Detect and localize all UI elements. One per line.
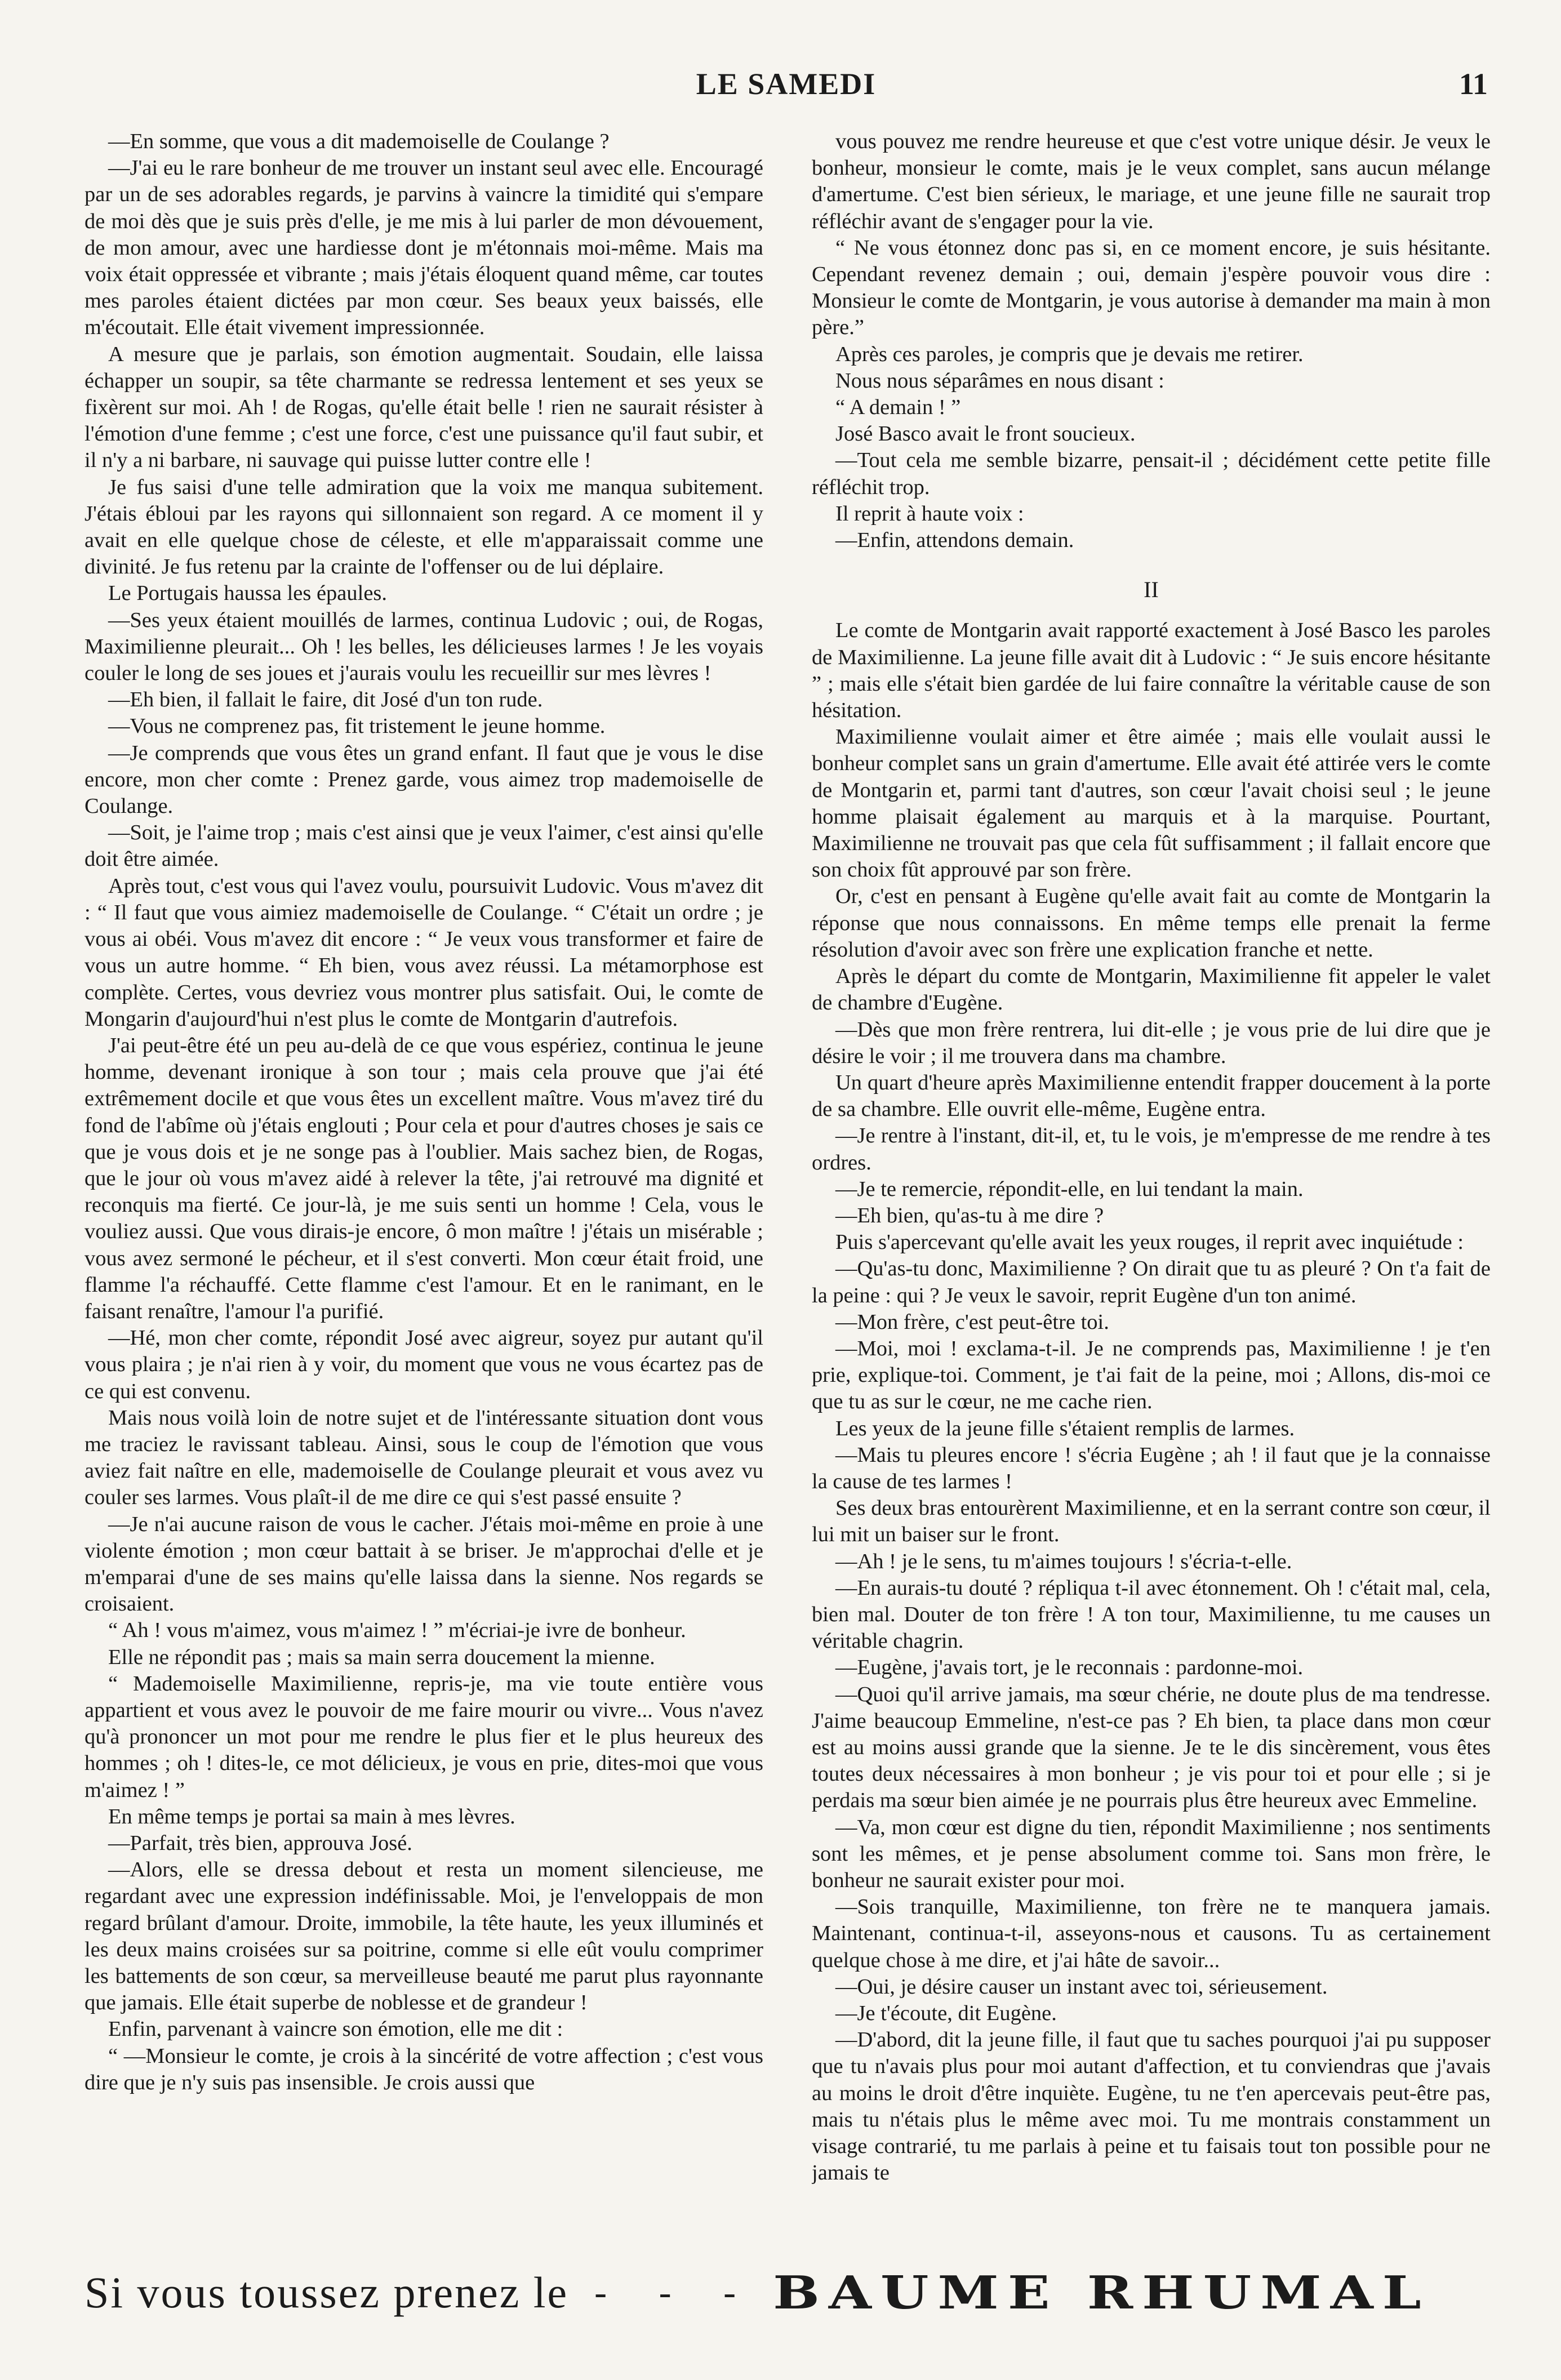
paragraph: vous pouvez me rendre heureuse et que c'est votre unique désir. Je veux le bonheur, monsieur le comte, mais je le veux complet, sans aucun mélange d'amertume. C'est bien sérieux, le mariage, et une jeune fille ne saurait trop réfléchir avant de s'engager pour la vie. [812,130,1491,233]
paragraph: Enfin, parvenant à vaincre son émotion, elle me dit : [108,2017,563,2041]
paragraph: —Mon frère, c'est peut-être toi. [835,1310,1109,1334]
paragraph: Après le départ du comte de Montgarin, Maximilienne fit appeler le valet de chambre d'Eugène. [812,964,1491,1015]
paragraph: —Eh bien, il fallait le faire, dit José d'un ton rude. [108,688,543,712]
paragraph: “ Mademoiselle Maximilienne, repris-je, ma vie toute entière vous appartient et vous avez le pouvoir de me faire mourir ou vivre... Vous n'avez qu'à prononcer un mot pour me rendre le plus fier et le plus heureux des hommes ; oh ! dites-le, ce mot délicieux, je vous en prie, dites-moi que vous m'aimez ! ” [85,1671,763,1802]
paragraph: —Qu'as-tu donc, Maximilienne ? On dirait que tu as pleuré ? On t'a fait de la peine : qui ? Je veux le savoir, reprit Eugène d'un ton animé. [812,1257,1491,1307]
paragraph: Ses deux bras entourèrent Maximilienne, et en la serrant contre son cœur, il lui mit un baiser sur le front. [812,1496,1491,1547]
paragraph: —Vous ne comprenez pas, fit tristement le jeune homme. [108,714,606,739]
article-columns [85,128,1491,2224]
paragraph: Le Portugais haussa les épaules. [108,581,388,606]
paragraph: —En somme, que vous a dit mademoiselle de Coulange ? [108,130,610,153]
paragraph: —Ses yeux étaient mouillés de larmes, continua Ludovic ; oui, de Rogas, Maximilienne pleurait... Oh ! les belles, les délicieuses larmes ! Je les voyais couler le long de ses joues et j'aurais voulu les recueillir sur mes lèvres ! [85,608,763,686]
paragraph: Un quart d'heure après Maximilienne entendit frapper doucement à la porte de sa chambre. Elle ouvrit elle-même, Eugène entra. [812,1070,1491,1122]
paragraph: —Je te remercie, répondit-elle, en lui tendant la main. [835,1177,1304,1201]
paragraph: —Soit, je l'aime trop ; mais c'est ainsi que je veux l'aimer, c'est ainsi qu'elle doit être aimée. [85,821,763,871]
paragraph: —Dès que mon frère rentrera, lui dit-elle ; je vous prie de lui dire que je désire le voir ; il me trouvera dans ma chambre. [812,1017,1491,1068]
paragraph: En même temps je portai sa main à mes lèvres. [108,1804,515,1829]
paragraph: Maximilienne voulait aimer et être aimée ; mais elle voulait aussi le bonheur complet sans un grain d'amertume. Elle avait été attirée vers le comte de Montgarin et, parmi tant d'autres, son cœur l'avait choisi seul ; le jeune homme plaisait également au marquis et à la marquise. Pourtant, Maximilienne ne trouvait pas que cela fût suffisamment ; il fallait encore que son choix fût approuvé par son frère. [812,725,1491,882]
paragraph: Elle ne répondit pas ; mais sa main serra doucement la mienne. [108,1645,655,1669]
paragraph: José Basco avait le front soucieux. [835,422,1136,446]
paragraph: A mesure que je parlais, son émotion augmentait. Soudain, elle laissa échapper un soupir, sa tête charmante se redressa lentement et ses yeux se fixèrent sur moi. Ah ! de Rogas, qu'elle était belle ! rien ne saurait résister à l'émotion d'une femme ; c'est une force, c'est une puissance qu'il faut subir, et il n'y a ni barbare, ni sauvage qui puisse lutter contre elle ! [85,342,763,473]
paragraph: —D'abord, dit la jeune fille, il faut que tu saches pourquoi j'ai pu supposer que tu n'avais plus pour moi autant d'affection, et tu conviendras que j'avais au moins le droit d'être inquiète. Eugène, tu ne t'en apercevais peut-être pas, mais tu n'étais plus le même avec moi. Tu me montrais constamment un visage contrarié, tu me parlais à peine et tu faisais tout ton possible pour ne jamais te [812,2028,1491,2185]
paragraph: “ Ne vous étonnez donc pas si, en ce moment encore, je suis hésitante. Cependant revenez demain ; oui, demain j'espère pouvoir vous dire : Monsieur le comte de Montgarin, je vous autorise à demander ma main à mon père.” [812,235,1491,340]
page-number: 11 [1458,67,1488,101]
paragraph: —Je rentre à l'instant, dit-il, et, tu le vois, je m'empresse de me rendre à tes ordres. [812,1124,1491,1175]
ad-brand-name: BAUME RHUMAL [773,2266,1430,2320]
advertisement-footer [85,2250,1491,2335]
paragraph: —Sois tranquille, Maximilienne, ton frère ne te manquera jamais. Maintenant, continua-t-il, asseyons-nous et causons. Tu as certainement quelque chose à me dire, et j'ai hâte de savoir... [812,1895,1491,1972]
page-header [85,66,1488,112]
paragraph: “ A demain ! ” [835,395,961,420]
paragraph: —Je comprends que vous êtes un grand enfant. Il faut que je vous le dise encore, mon cher comte : Prenez garde, vous aimez trop mademoiselle de Coulange. [85,741,763,818]
paragraph: Or, c'est en pensant à Eugène qu'elle avait fait au comte de Montgarin la réponse que nous connaissons. En même temps elle prenait la ferme résolution d'avoir avec son frère une explication franche et nette. [812,884,1491,962]
paragraph: —En aurais-tu douté ? répliqua t-il avec étonnement. Oh ! c'était mal, cela, bien mal. Douter de ton frère ! A ton tour, Maximilienne, tu me causes un véritable chagrin. [812,1576,1491,1653]
paragraph: —Alors, elle se dressa debout et resta un moment silencieuse, me regardant avec une expression indéfinissable. Moi, je l'enveloppais de mon regard brûlant d'amour. Droite, immobile, la tête haute, les yeux illuminés et les deux mains croisées sur sa poitrine, comme si elle eût voulu comprimer les battements de son cœur, sa merveilleuse beauté me parut plus rayonnante que jamais. Elle était superbe de noblesse et de grandeur ! [85,1858,763,2015]
paragraph: —Eh bien, qu'as-tu à me dire ? [835,1203,1104,1227]
paragraph: —Je t'écoute, dit Eugène. [835,2001,1057,2026]
paragraph: Le comte de Montgarin avait rapporté exactement à José Basco les paroles de Maximilienne. La jeune fille avait dit à Ludovic : “ Je suis encore hésitante ” ; mais elle s'était bien gardée de lui faire connaître la véritable cause de son hésitation. [812,619,1491,723]
paragraph: —Va, mon cœur est digne du tien, répondit Maximilienne ; nos sentiments sont les mêmes, et je pense absolument comme toi. Sans mon frère, le bonheur ne saurait exister pour moi. [812,1815,1491,1892]
right-column [812,128,1491,2224]
paragraph: —J'ai eu le rare bonheur de me trouver un instant seul avec elle. Encouragé par un de ses adorables regards, je parvins à vaincre la timidité qui s'empare de moi dès que je suis près d'elle, je me mis à lui parler de mon dévouement, de mon amour, avec une hardiesse dont je m'étonnais moi-même. Mais ma voix était oppressée et vibrante ; mais j'étais éloquent quand même, car toutes mes paroles étaient dictées par mon cœur. Ses beaux yeux baissés, elle m'écoutait. Elle était vivement impressionnée. [85,156,763,340]
paragraph: Après tout, c'est vous qui l'avez voulu, poursuivit Ludovic. Vous m'avez dit : “ Il faut que vous aimiez mademoiselle de Coulange. “ C'était un ordre ; je vous ai obéi. Vous m'avez dit encore : “ Je veux vous transformer et faire de vous un autre homme. “ Eh bien, vous avez réussi. La métamorphose est complète. Certes, vous devriez vous montrer plus satisfait. Oui, le comte de Mongarin d'aujourd'hui n'est plus le comte de Montgarin d'autrefois. [85,874,763,1031]
paragraph: J'ai peut-être été un peu au-delà de ce que vous espériez, continua le jeune homme, devenant ironique à son tour ; mais cela prouve que j'ai été extrêmement docile et que vous êtes un excellent maître. Vous m'avez tiré du fond de l'abîme où j'étais englouti ; Pour cela et pour d'autres choses je sais ce que je vous dois et je ne songe pas à l'oublier. Mais sachez bien, de Rogas, que le jour où vous m'avez aidé à relever la tête, j'ai retrouvé ma dignité et reconquis ma fierté. Ce jour-là, je me suis senti un homme ! Cela, vous le vouliez aussi. Que vous dirais-je encore, ô mon maître ! j'étais un misérable ; vous avez sermoné le pécheur, et il s'est converti. Mon cœur était froid, une flamme l'a réchauffé. Cette flamme c'est l'amour. Et en le ranimant, en le faisant renaître, l'amour l'a purifié. [85,1033,763,1323]
paragraph: Nous nous séparâmes en nous disant : [835,368,1164,393]
ad-lead-text: Si vous toussez prenez le [85,2268,569,2317]
paragraph: —Moi, moi ! exclama-t-il. Je ne comprends pas, Maximilienne ! je t'en prie, explique-toi. Comment, je t'ai fait de la peine, moi ; Allons, dis-moi ce que tu as sur le cœur, ne me cache rien. [812,1336,1491,1414]
journal-title: LE SAMEDI [696,67,877,101]
paragraph: “ —Monsieur le comte, je crois à la sincérité de votre affection ; c'est vous dire que je n'y suis pas insensible. Je crois aussi que [85,2044,763,2094]
paragraph: —Oui, je désire causer un instant avec toi, sérieusement. [835,1974,1328,1999]
paragraph: —Mais tu pleures encore ! s'écria Eugène ; ah ! il faut que je la connaisse la cause de tes larmes ! [812,1443,1491,1493]
paragraph: Puis s'apercevant qu'elle avait les yeux rouges, il reprit avec inquiétude : [835,1230,1464,1254]
section-number: II [1144,577,1159,603]
ad-dashes: - - - [594,2272,758,2313]
paragraph: Après ces paroles, je compris que je devais me retirer. [835,342,1304,366]
paragraph: —Parfait, très bien, approuva José. [108,1831,412,1855]
paragraph: “ Ah ! vous m'aimez, vous m'aimez ! ” m'écriai-je ivre de bonheur. [108,1618,686,1643]
paragraph: —Hé, mon cher comte, répondit José avec aigreur, soyez pur autant qu'il vous plaira ; je n'ai rien à y voir, du moment que vous ne vous écartez pas de ce qui est convenu. [85,1326,763,1403]
paragraph: Mais nous voilà loin de notre sujet et de l'intéressante situation dont vous me traciez le ravissant tableau. Ainsi, sous le coup de l'émotion que vous aviez fait naître en elle, mademoiselle de Coulange pleurait et vous avez vu couler ses larmes. Vous plaît-il de me dire ce qui s'est passé ensuite ? [85,1405,763,1510]
paragraph: Les yeux de la jeune fille s'étaient remplis de larmes. [835,1416,1295,1440]
paragraph: Il reprit à haute voix : [835,501,1024,526]
left-column [85,128,763,2224]
paragraph: —Quoi qu'il arrive jamais, ma sœur chérie, ne doute plus de ma tendresse. J'aime beaucoup Emmeline, n'est-ce pas ? Eh bien, ta place dans mon cœur est au moins aussi grande que la sienne. Je te le dis sincèrement, vous êtes toutes deux nécessaires à mon bonheur ; je vis pour toi et pour elle ; si je perdais ma sœur bien aimée je ne pourrais plus être heureux avec Emmeline. [812,1682,1491,1813]
paragraph: —Eugène, j'avais tort, je le reconnais : pardonne-moi. [835,1656,1304,1680]
paragraph: Je fus saisi d'une telle admiration que la voix me manqua subitement. J'étais ébloui par les rayons qui sillonnaient son regard. A ce moment il y avait en elle quelque chose de céleste, et elle m'apparaissait comme une divinité. Je fus retenu par la crainte de l'offenser ou de lui déplaire. [85,475,763,579]
paragraph: —Tout cela me semble bizarre, pensait-il ; décidément cette petite fille réfléchit trop. [812,448,1491,499]
paragraph: —Ah ! je le sens, tu m'aimes toujours ! s'écria-t-elle. [835,1549,1292,1573]
paragraph: —Enfin, attendons demain. [835,528,1074,553]
paragraph: —Je n'ai aucune raison de vous le cacher. J'étais moi-même en proie à une violente émotion ; mon cœur battait à se briser. Je m'approchai d'elle et je m'emparai d'une de ses mains qu'elle laissa dans la sienne. Nos regards se croisaient. [85,1512,763,1616]
